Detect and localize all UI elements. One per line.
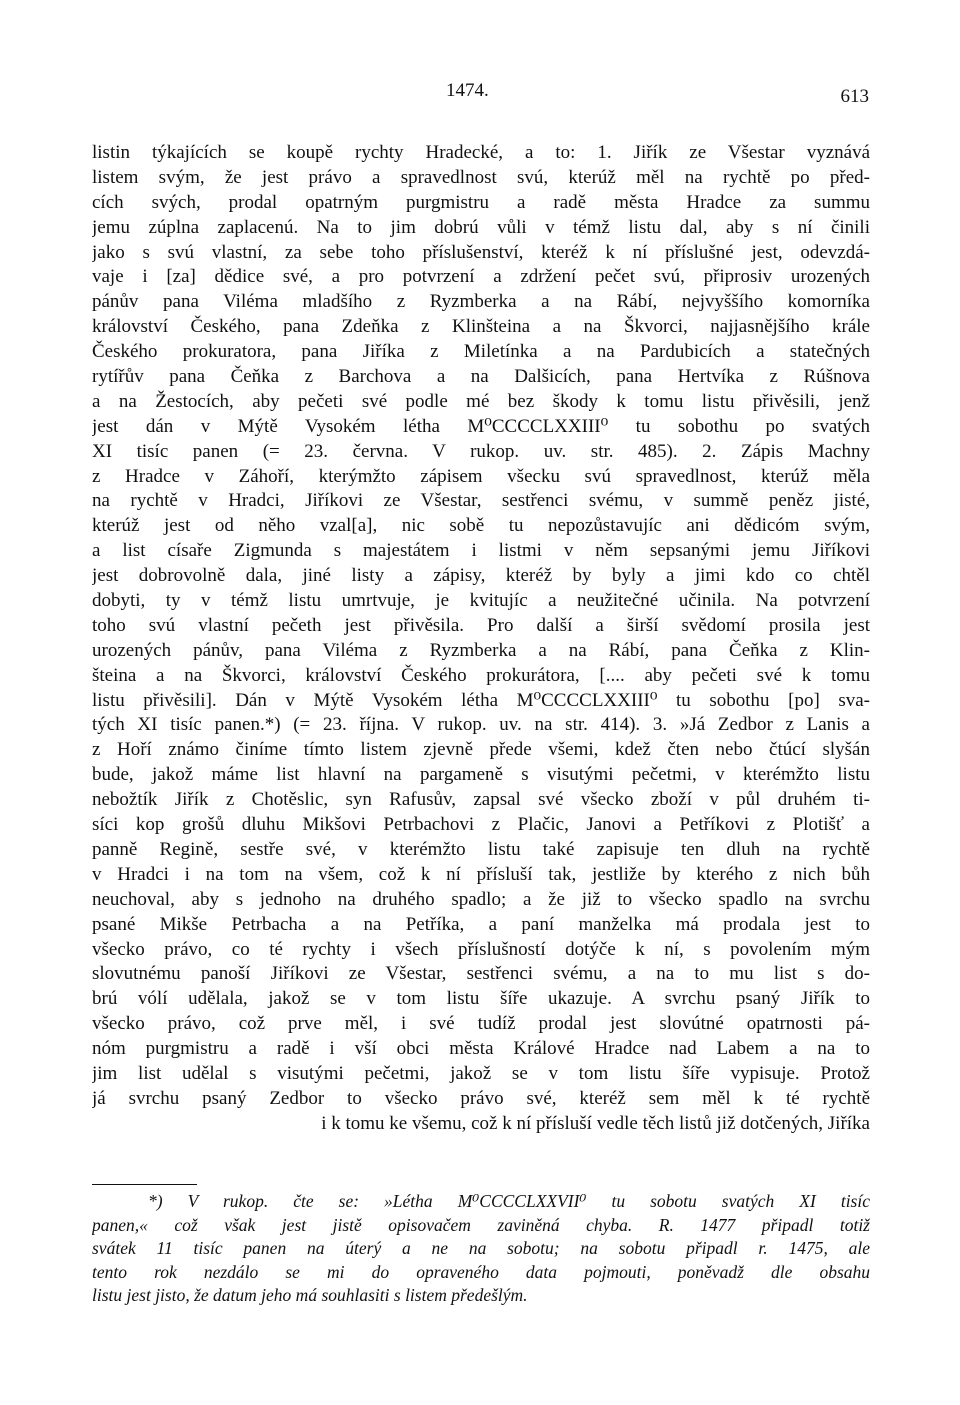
footnote-separator [92, 1184, 197, 1185]
text-line: listin týkajících se koupě rychty Hradecké, a to: 1. Jiřík ze Všestar vyznává [92, 142, 870, 163]
text-line: neuchoval, aby s jednoho na druhého spadlo; a že již to všecko spadlo na svrchu [92, 888, 870, 910]
text-line: slovutnému panoší Jiříkovi ze Všestar, sestřenci svému, a na to mu list s do- [92, 963, 870, 985]
text-line: království Českého, pana Zdeňka z Klinšteina a na Škvorci, najjasnějšího krále [92, 316, 870, 338]
main-text [92, 141, 870, 1137]
footnote-line: svátek 11 tisíc panen na úterý a ne na sobotu; na sobotu připadl r. 1475, ale [92, 1238, 870, 1258]
text-line: šteina a na Škvorci, království Českého prokurátora, [.... aby pečeti své k tomu [92, 664, 870, 686]
text-line: nebožtík Jiřík z Chotěslic, syn Rafusův, zapsal své všecko zboží v půl druhém ti- [92, 789, 870, 811]
text-line: tých XI tisíc panen.*) (= 23. října. V rukop. uv. na str. 414). 3. »Já Zedbor z Lanis a [92, 714, 870, 736]
text-line: jim list udělal s visutými pečetmi, jakož se v tom listu šíře vypisuje. Protož [92, 1062, 870, 1084]
text-line: všecko právo, což prve měl, i své tudíž prodal jest slovútné opatrnosti pá- [92, 1013, 870, 1035]
text-line: v Hradci i na tom na všem, což k ní přísluší tak, jestliže by kterého z nich bůh [92, 863, 870, 885]
text-line: na rychtě v Hradci, Jiříkovi ze Všestar, sestřenci svému, v summě peněz jisté, [92, 490, 870, 512]
footnote-line: *) V rukop. čte se: »Létha M⁰CCCCLXXVII⁰ tu sobotu svatých XI tisíc [148, 1191, 870, 1211]
text-line: listem svým, že jest právo a spravedlnost svú, kterúž měl na rychtě po před- [92, 166, 870, 188]
text-line: nóm purgmistru a radě i vší obci města Králové Hradce nad Labem a na to [92, 1038, 870, 1060]
text-line: vaje i [za] dědice své, a pro potvrzení a zdržení pečet svú, připrosiv urozených [92, 266, 870, 288]
text-line: já svrchu psaný Zedbor to všecko právo své, kteréž sem měl k té rychtě [92, 1087, 870, 1109]
running-head-year: 1474. [446, 80, 489, 101]
text-line: dobyti, ty v témž listu umrtvuje, je kvitujíc a neužitečné učinila. Na potvrzení [92, 590, 870, 612]
text-line: pánův pana Viléma mladšího z Ryzmberka a na Rábí, nejvyššího komorníka [92, 291, 870, 313]
text-line: kterúž jest od něho vzal[a], nic sobě tu nepozůstavujíc ani dědicóm svým, [92, 515, 870, 537]
text-line: psané Mikše Petrbacha a na Petříka, a paní manželka má prodala jest to [92, 913, 870, 935]
text-line: jest dobrovolně dala, jiné listy a zápisy, kteréž by byly a jimi kdo co chtěl [92, 565, 870, 587]
footnote [92, 1190, 870, 1308]
text-line: rytířův pana Čeňka z Barchova a na Dalšicích, pana Hertvíka z Rúšnova [92, 366, 870, 388]
text-line: z Hradce v Záhoří, kterýmžto zápisem všecku svú spravedlnost, kterúž měla [92, 465, 870, 487]
text-line: a na Žestocích, aby pečeti své podle mé bez škody k tomu listu přivěsili, jenž [92, 390, 870, 412]
text-line: brú vólí udělala, jakož se v tom listu šíře ukazuje. A svrchu psaný Jiřík to [92, 988, 870, 1010]
text-line: toho svú vlastní pečeth jest přivěsila. Pro další a širší svědomí prosila jest [92, 614, 870, 636]
text-line: XI tisíc panen (= 23. června. V rukop. uv. str. 485). 2. Zápis Machny [92, 440, 870, 462]
footnote-line: panen,« což však jest jistě opisovačem zaviněná chyba. R. 1477 připadl totiž [92, 1214, 870, 1235]
text-line: síci kop grošů dluhu Mikšovi Petrbachovi z Plačic, Janovi a Petříkovi z Plotišť a [92, 814, 870, 836]
text-line: i k tomu ke všemu, což k ní přísluší vedle těch listů již dotčených, Jiříka [321, 1112, 870, 1134]
text-line: listu přivěsili]. Dán v Mýtě Vysokém létha M⁰CCCCLXXIII⁰ tu sobothu [po] sva- [92, 689, 870, 711]
text-line: cích svých, prodal opatrným purgmistru a radě města Hradce za summu [92, 191, 870, 213]
page-number: 613 [840, 86, 869, 107]
text-line: z Hoří známo činíme tímto listem zjevně přede všemi, kdež čten nebo čtúcí slyšán [92, 739, 870, 761]
text-line: Českého prokuratora, pana Jiříka z Miletínka a na Pardubicích a statečných [92, 341, 870, 363]
footnote-line: tento rok nezdálo se mi do opraveného data pojmouti, poněvadž dle obsahu [92, 1261, 870, 1282]
text-line: jako s svú vlastní, za sebe toho příslušenství, kteréž k ní příslušné jest, odevzdá- [92, 241, 870, 263]
footnote-line: listu jest jisto, že datum jeho má souhlasiti s listem předešlým. [92, 1285, 528, 1305]
text-line: urozených pánův, pana Viléma z Ryzmberka a na Rábí, pana Čeňka z Klin- [92, 639, 870, 661]
page-header [0, 80, 960, 110]
text-line: panně Regině, sestře své, v kterémžto listu také zapisuje ten dluh na rychtě [92, 838, 870, 860]
text-line: bude, jakož máme list hlavní na pargameně s visutými pečetmi, v kterémžto listu [92, 764, 870, 786]
text-line: všecko právo, co té rychty i všech příslušností dotýče k ní, s povolením mým [92, 938, 870, 960]
text-line: jemu zúplna zaplacenú. Na to jim dobrú vůli v témž listu dal, aby s ní činili [92, 216, 870, 238]
text-line: a list císaře Zigmunda s majestátem i listmi v něm sepsanými jemu Jiříkovi [92, 540, 870, 562]
text-line: jest dán v Mýtě Vysokém létha M⁰CCCCLXXIII⁰ tu sobothu po svatých [92, 415, 870, 437]
